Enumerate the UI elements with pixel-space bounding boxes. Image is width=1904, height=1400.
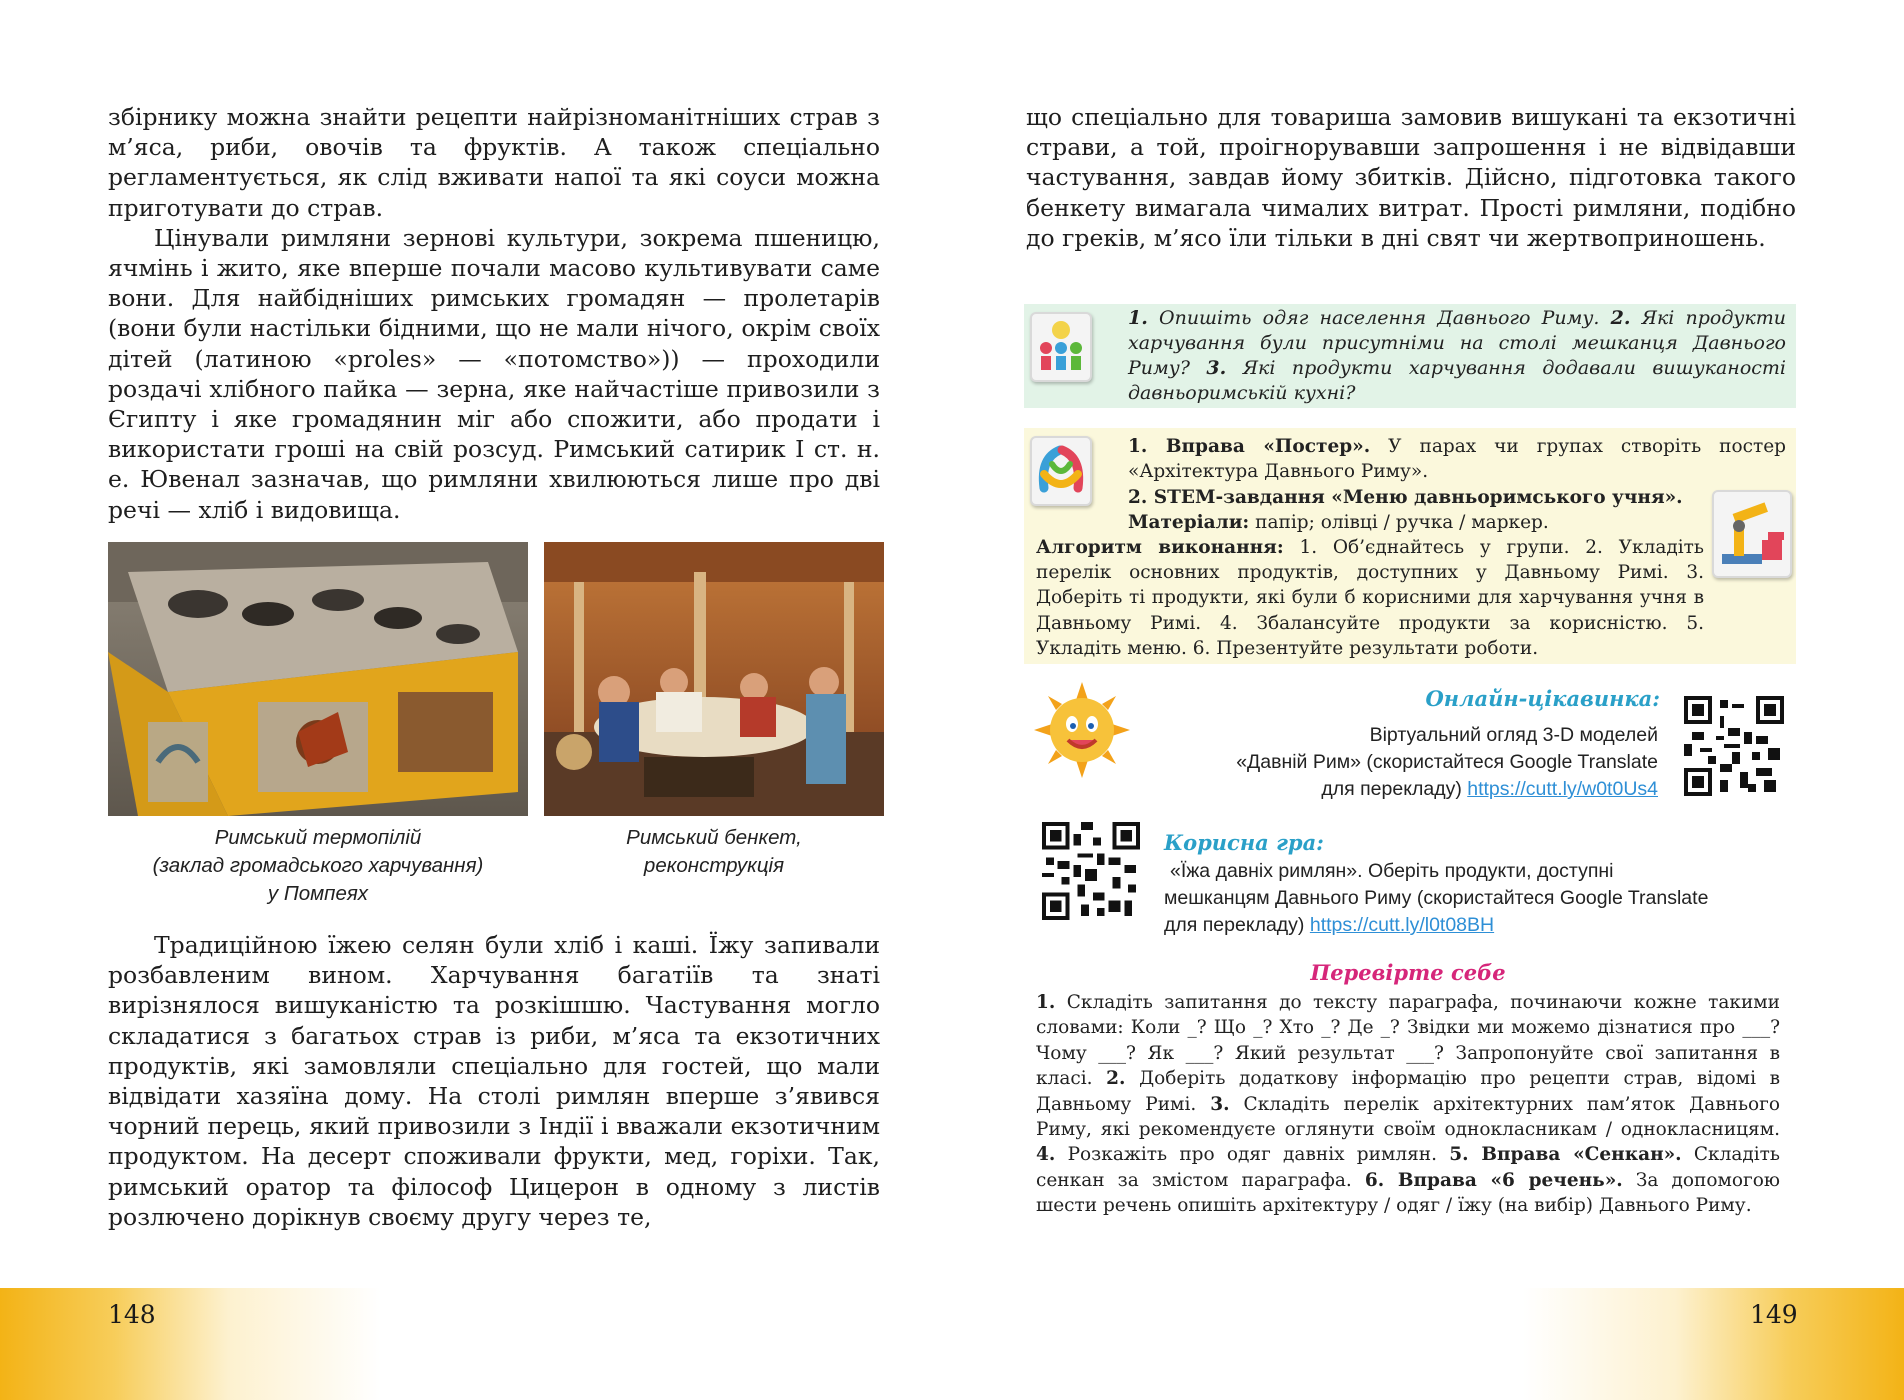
banquet-caption bbox=[544, 824, 884, 880]
questions-icon bbox=[1030, 312, 1092, 382]
online-line: Віртуальний огляд 3-D моделей bbox=[1369, 724, 1658, 746]
qr-code-icon[interactable] bbox=[1684, 696, 1784, 796]
left-text-bottom bbox=[108, 930, 880, 1232]
task-1 bbox=[1128, 434, 1786, 484]
group-work-icon bbox=[1030, 436, 1092, 506]
caption-line: у Помпеях bbox=[267, 882, 369, 905]
game-line: «Їжа давніх римлян». Оберіть продукти, доступні bbox=[1170, 860, 1614, 882]
question-number: 3. bbox=[1206, 357, 1227, 379]
paragraph: Традиційною їжею селян були хліб і каші. Їжу запивали розбавленим вином. Харчування багатіїв та знаті вирізнялося вишуканістю та розкішшю. Частування могло складатися з багатьох страв із риби, м’яса та екзотичних продуктів, які замовляли спеціально для гостей, що мали відвідати хазяїна дому. На столі римлян вперше з’явився чорний перець, який привозили з Індії і вважали екзотичним продуктом. На десерт споживали фрукти, мед, горіхи. Так, римський оратор та філософ Цицерон в одному з листів розлючено дорікнув своєму другу через те, bbox=[108, 931, 880, 1231]
check-item: Складіть перелік архітектурних пам’яток Давнього Риму, які рекомендуєте оглянути своїм однокласникам / однокласницям. bbox=[1036, 1093, 1780, 1141]
check-number: 5. Вправа «Сенкан». bbox=[1449, 1144, 1682, 1166]
check-item: Складіть запитання до тексту параграфа, починаючи кожне такими словами: Коли _? Що _? Хто _? Де _? Звідки ми можемо дізнатися про ___? Чому ___? Як ___? Який результат ___? Запропонуйте свої запитання в класі. bbox=[1036, 992, 1780, 1090]
question: Опишіть одяг населення Давнього Риму. bbox=[1159, 307, 1600, 329]
question-number: 2. bbox=[1610, 307, 1631, 329]
online-link[interactable]: https://cutt.ly/w0t0Us4 bbox=[1467, 778, 1658, 800]
task-materials bbox=[1128, 510, 1706, 535]
paragraph: збірнику можна знайти рецепти найрізноманітніших страв з м’яса, риби, овочів та фруктів. А також спеціально регламентується, як слід вживати напої та які соуси можна приготувати до страв. bbox=[108, 103, 880, 222]
algorithm-label: Алгоритм виконання: bbox=[1036, 537, 1284, 558]
task-label: 1. Вправа «Постер». bbox=[1128, 436, 1371, 457]
paragraph: що спеціально для товариша замовив вишукані та екзотичні страви, а той, проігнорувавши запрошення і не відвідавши частування, завдав йому збитків. Дійсно, підготовка такого бенкету вимагала чималих витрат. Прості римляни, подібно до греків, м’ясо їли тільки в дні свят чи жертвоприношень. bbox=[1026, 103, 1796, 252]
check-item: За допомогою шести речень опишіть архітектуру / одяг / їжу (на вибір) Давнього Риму. bbox=[1036, 1169, 1780, 1217]
task-2 bbox=[1128, 485, 1706, 510]
materials-text: папір; олівці / ручка / маркер. bbox=[1255, 512, 1549, 533]
check-item: Доберіть додаткову інформацію про рецепти страв, відомі в Давньому Римі. bbox=[1036, 1068, 1780, 1115]
online-line: для перекладу) bbox=[1321, 778, 1462, 800]
page-number: 149 bbox=[1750, 1300, 1798, 1329]
online-line: «Давній Рим» (скористайтеся Google Translate bbox=[1236, 751, 1658, 773]
question: Які продукти харчування були присутніми на столі мешканця Давнього Риму? bbox=[1128, 307, 1787, 379]
qr-code-icon[interactable] bbox=[1042, 822, 1140, 920]
online-title: Онлайн-цікавинка: bbox=[1425, 686, 1660, 711]
algorithm-wrap bbox=[1036, 535, 1704, 661]
game-link[interactable]: https://cutt.ly/l0t08BH bbox=[1309, 914, 1495, 936]
task-algorithm bbox=[1036, 535, 1786, 661]
question-number: 1. bbox=[1128, 307, 1148, 329]
thermopolium-photo bbox=[108, 542, 528, 816]
game-text bbox=[1164, 858, 1804, 939]
right-text-top bbox=[1026, 102, 1796, 253]
caption-line: Римський термопілій bbox=[214, 826, 422, 849]
sun-mascot-icon bbox=[1034, 682, 1130, 778]
roman-banquet-painting bbox=[544, 542, 884, 816]
online-text bbox=[1130, 722, 1658, 803]
check-text bbox=[1036, 990, 1780, 1219]
game-title: Корисна гра: bbox=[1164, 830, 1324, 855]
check-number: 1. bbox=[1036, 992, 1056, 1013]
questions-text bbox=[1128, 306, 1786, 406]
game-line: мешканцям Давнього Риму (скористайтеся Google Translate bbox=[1164, 887, 1709, 909]
left-text-top bbox=[108, 102, 880, 525]
check-title: Перевірте себе bbox=[1310, 960, 1506, 985]
caption-line: (заклад громадського харчування) bbox=[152, 854, 484, 877]
check-number: 6. Вправа «6 речень». bbox=[1364, 1169, 1623, 1191]
check-item: Розкажіть про одяг давніх римлян. bbox=[1067, 1144, 1437, 1166]
caption-line: реконструкція bbox=[643, 854, 785, 877]
caption-line: Римський бенкет, bbox=[626, 826, 802, 849]
check-number: 4. bbox=[1036, 1144, 1056, 1166]
check-item: Складіть сенкан за змістом параграфа. bbox=[1036, 1144, 1780, 1191]
algorithm-text: 1. Об’єднайтесь у групи. 2. Укладіть перелік основних продуктів, доступних у Давньому Римі. 3. Доберіть ті продукти, які були б корисними для харчування учня в Давньому Римі. 4. Збалансуйте продукти за корисністю. 5. Укладіть меню. 6. Презентуйте результати роботи. bbox=[1036, 537, 1704, 659]
check-number: 3. bbox=[1210, 1093, 1230, 1115]
page-number: 148 bbox=[108, 1300, 156, 1329]
task-text: У парах чи групах створіть постер «Архітектура Давнього Риму». bbox=[1128, 436, 1786, 483]
task-label: 2. STEM-завдання «Меню давньоримського учня». bbox=[1128, 487, 1683, 508]
check-number: 2. bbox=[1106, 1068, 1126, 1090]
paragraph: Цінували римляни зернові культури, зокрема пшеницю, ячмінь і жито, яке вперше почали масово культивувати саме вони. Для найбідніших римських громадян — пролетарів (вони були настільки бідними, що не мали нічого, окрім своїх дітей (латиною «proles» — «потомство»)) — проходили роздачі хлібного пайка — зерна, яке найчастіше привозили з Єгипту і яке громадянин міг або спожити, або продати і використати гроші на свій розсуд. Римський сатирик I ст. н. е. Ювенал зазначав, що римляни хвилюються лише про дві речі — хліб і видовища. bbox=[108, 223, 880, 524]
game-line: для перекладу) bbox=[1164, 914, 1305, 936]
materials-label: Матеріали: bbox=[1128, 512, 1250, 533]
question: Які продукти харчування додавали вишуканості давньоримській кухні? bbox=[1128, 357, 1786, 404]
thermopolium-caption bbox=[108, 824, 528, 908]
